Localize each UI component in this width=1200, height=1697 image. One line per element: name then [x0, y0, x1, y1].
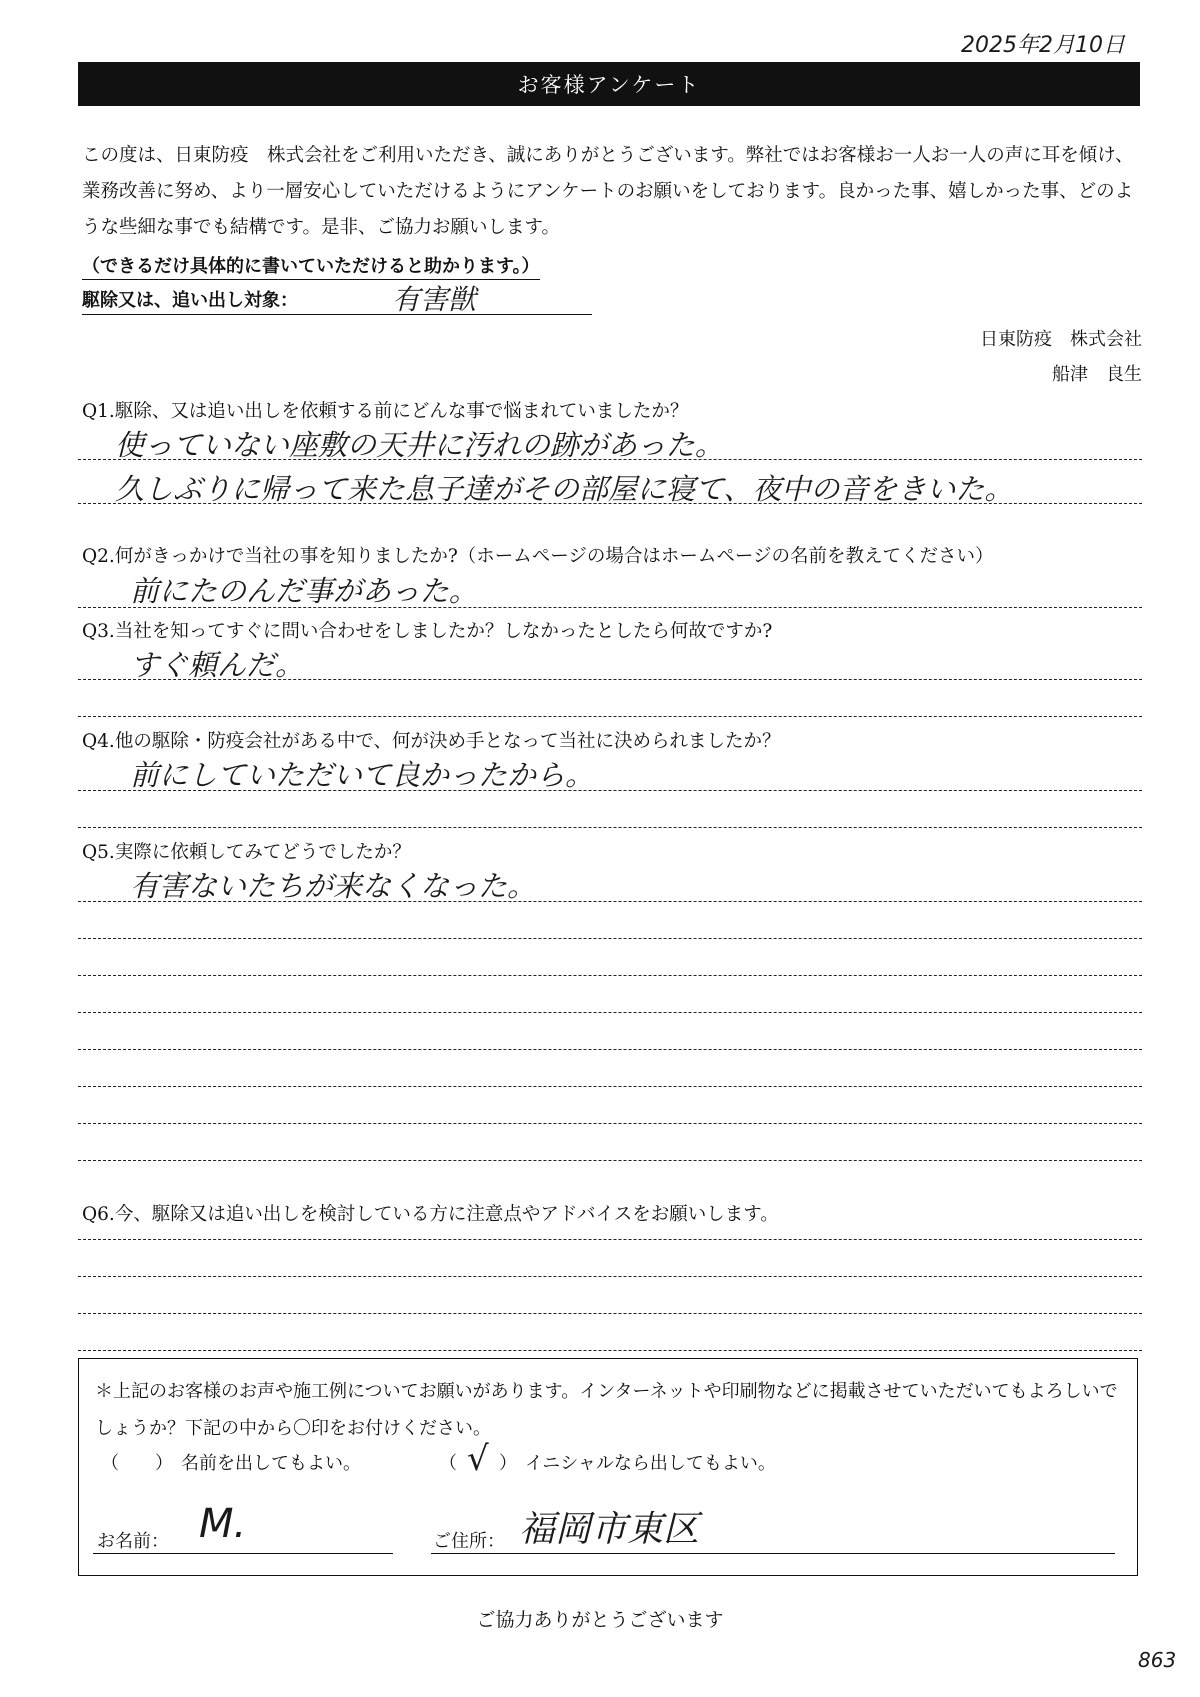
target-label: 駆除又は、追い出し対象：	[82, 290, 298, 311]
answer-line	[78, 1123, 1142, 1124]
option-1-close-paren: ）	[155, 1453, 173, 1474]
address-underline	[431, 1553, 1115, 1554]
option-1-label: 名前を出してもよい。	[181, 1453, 361, 1474]
answer-line	[78, 1350, 1142, 1351]
answer-line	[78, 716, 1142, 717]
survey-title-bar	[78, 62, 1140, 106]
answer-line	[78, 1313, 1142, 1314]
question-2-label: Q2.何がきっかけで当社の事を知りましたか?（ホームページの場合はホームページの名前を教えてください）	[82, 546, 994, 567]
question-5-answer-1: 有害ないたちが来なくなった。	[130, 869, 537, 903]
question-4-answer-1: 前にしていただいて良かったから。	[130, 758, 595, 792]
answer-line	[78, 975, 1142, 976]
address-value[interactable]: 福岡市東区	[519, 1509, 700, 1550]
name-label: お名前：	[97, 1531, 169, 1552]
consent-box	[78, 1358, 1138, 1576]
answer-line	[78, 1160, 1142, 1161]
question-4-label: Q4.他の駆除・防疫会社がある中で、何が決め手となって当社に決められましたか？	[82, 731, 781, 752]
question-5-label: Q5.実際に依頼してみてどうでしたか？	[82, 842, 411, 863]
answer-line	[78, 459, 1142, 460]
address-label: ご住所：	[433, 1531, 505, 1552]
name-underline	[93, 1553, 393, 1554]
option-2-close-paren: ）	[499, 1453, 517, 1474]
answer-line	[78, 790, 1142, 791]
question-3-answer-1: すぐ頼んだ。	[130, 648, 305, 682]
question-1-label: Q1.駆除、又は追い出しを依頼する前にどんな事で悩まれていましたか？	[82, 401, 689, 422]
question-2-answer-1: 前にたのんだ事があった。	[130, 574, 478, 608]
question-1-answer-2: 久しぶりに帰って来た息子達がその部屋に寝て、夜中の音をきいた。	[115, 472, 1014, 506]
date-handwritten: 2025年2月10日	[961, 33, 1125, 58]
consent-text: ＊上記のお客様のお声や施工例についてお願いがあります。インターネットや印刷物などに掲載させていただいてもよろしいでしょうか？下記の中から〇印をお付けください。	[95, 1381, 1118, 1439]
company-name: 日東防疫 株式会社	[980, 329, 1142, 350]
page-number: 863	[1138, 1648, 1177, 1672]
intro-paragraph: この度は、日東防疫 株式会社をご利用いただき、誠にありがとうございます。弊社ではお客様お一人お一人の声に耳を傾け、業務改善に努め、より一層安心していただけるようにアンケートのお願いをしております。良かった事、嬉しかった事、どのような些細な事でも結構です。是非、ご協力お願いします。	[82, 145, 1134, 238]
answer-line	[78, 938, 1142, 939]
option-2-open-paren: （	[439, 1453, 457, 1474]
option-2-label: イニシャルなら出してもよい。	[525, 1453, 776, 1474]
thanks-message: ご協力ありがとうございます	[476, 1609, 724, 1631]
name-value[interactable]: M.	[199, 1501, 247, 1547]
option-1-open-paren: （	[101, 1453, 119, 1474]
answer-line	[78, 1049, 1142, 1050]
target-field	[82, 282, 592, 315]
intro-note: （できるだけ具体的に書いていただけると助かります。）	[82, 252, 540, 280]
question-1-answer-1: 使っていない座敷の天井に汚れの跡があった。	[115, 428, 724, 462]
question-6-label: Q6.今、駆除又は追い出しを検討している方に注意点やアドバイスをお願いします。	[82, 1204, 779, 1225]
target-value: 有害獣	[392, 283, 477, 316]
answer-line	[78, 1012, 1142, 1013]
survey-title: お客様アンケート	[517, 73, 701, 97]
answer-line	[78, 503, 1142, 504]
answer-line	[78, 1276, 1142, 1277]
company-representative: 船津 良生	[1052, 364, 1142, 385]
option-2-checkmark[interactable]: √	[467, 1439, 489, 1479]
question-3-label: Q3.当社を知ってすぐに問い合わせをしましたか？しなかったとしたら何故ですか?	[82, 621, 773, 642]
answer-line	[78, 679, 1142, 680]
answer-line	[78, 1239, 1142, 1240]
answer-line	[78, 607, 1142, 608]
answer-line	[78, 827, 1142, 828]
answer-line	[78, 1086, 1142, 1087]
answer-line	[78, 901, 1142, 902]
